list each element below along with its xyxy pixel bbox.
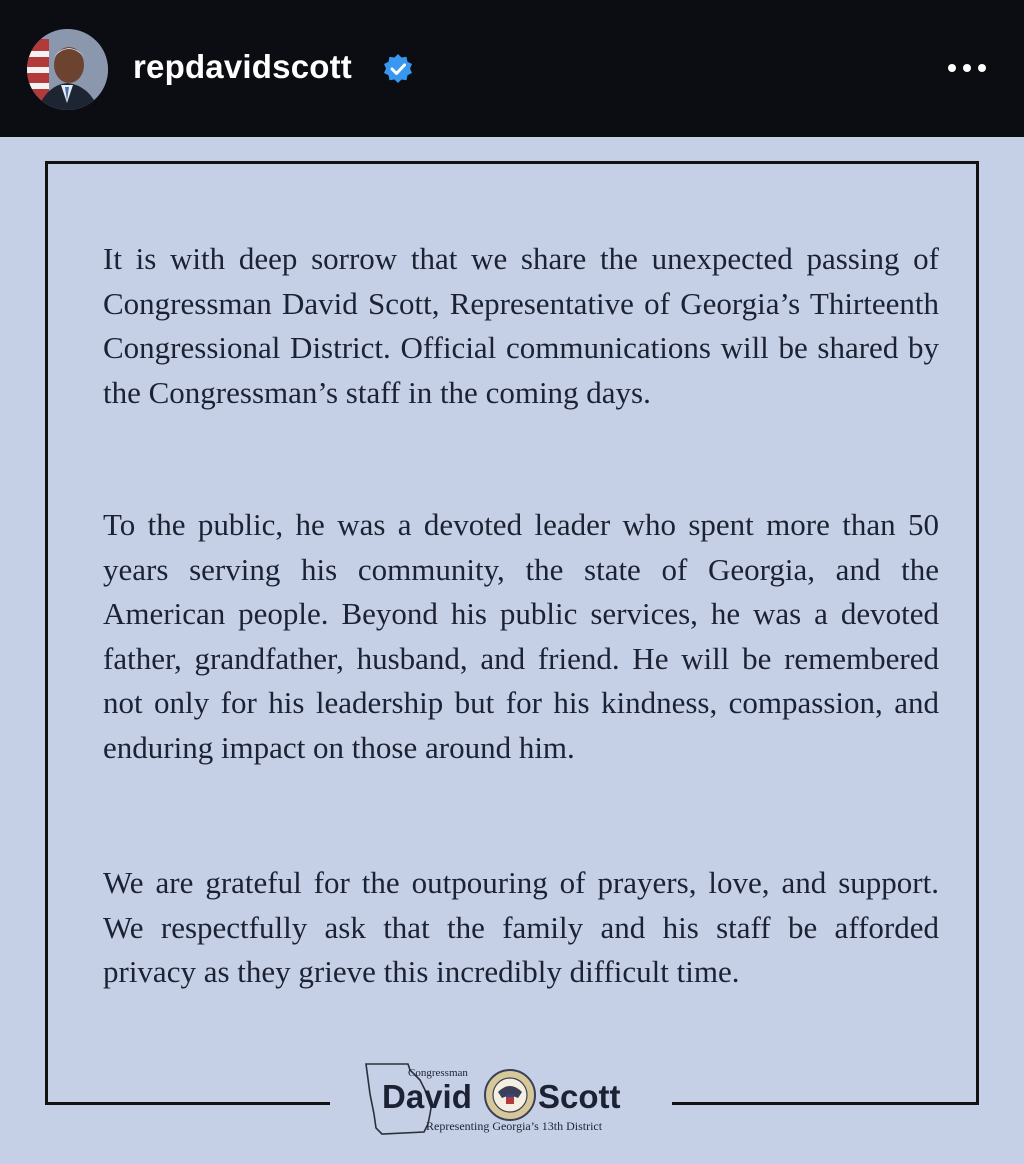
- logo-congressman-label: Congressman: [408, 1067, 468, 1079]
- username[interactable]: repdavidscott: [133, 48, 352, 85]
- frame-border-top: [45, 161, 979, 164]
- logo-last-name: Scott: [538, 1078, 621, 1115]
- frame-border-bottom-left: [45, 1102, 330, 1105]
- house-seal-icon: [485, 1070, 535, 1120]
- frame-border-right: [976, 161, 979, 1105]
- statement-paragraph-2: To the public, he was a devoted leader who spent more than 50 years serving his community, the state of Georgia, and the American people. Beyond his public services, he was a devoted father, grandfather, husband, and friend. He will be remembered not only for his leadership but for his kindness, compassion, and enduring impact on those around him.: [103, 507, 939, 765]
- congressman-logo: [362, 1058, 642, 1138]
- post-header: [0, 0, 1024, 137]
- logo-tagline: Representing Georgia’s 13th District: [426, 1119, 603, 1133]
- logo-first-name: David: [382, 1078, 472, 1115]
- avatar[interactable]: [27, 29, 108, 110]
- statement-paragraph-1: It is with deep sorrow that we share the unexpected passing of Congressman David Scott, Representative of Georgia’s Thirteenth Congressional District. Official communications will be shared by the Congressman’s staff in the coming days.: [103, 241, 939, 410]
- statement-paragraph-3: We are grateful for the outpouring of prayers, love, and support. We respectfully ask that the family and his staff be afforded privacy as they grieve this incredibly difficult time.: [103, 865, 939, 989]
- frame-border-bottom-right: [672, 1102, 979, 1105]
- verified-badge-icon: [382, 53, 414, 85]
- frame-border-left: [45, 161, 48, 1105]
- more-options-icon[interactable]: [940, 50, 994, 86]
